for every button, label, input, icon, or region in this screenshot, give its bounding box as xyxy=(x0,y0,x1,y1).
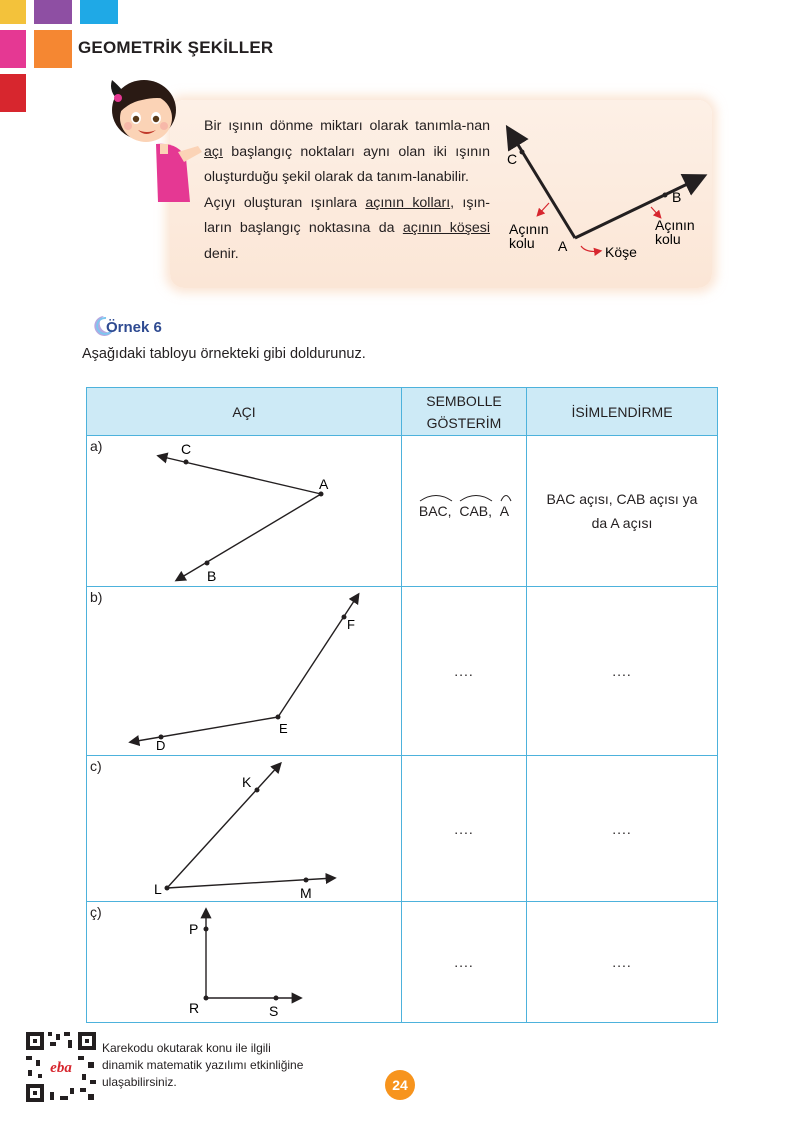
angle-cell-a xyxy=(87,436,402,587)
label-vertex: Köşe xyxy=(605,244,637,260)
decor-square-yellow xyxy=(0,0,26,24)
symbol-cell-a xyxy=(402,436,527,587)
naming-text xyxy=(527,436,717,586)
ray-ac xyxy=(159,456,321,494)
eba-logo: eba xyxy=(50,1060,72,1076)
page-number: 24 xyxy=(385,1070,415,1100)
naming-line1: BAC açısı, CAB açısı ya xyxy=(546,491,698,507)
symbol-blank: .... xyxy=(454,820,474,837)
angle-b-figure xyxy=(87,587,402,756)
term-kose: açının köşesi xyxy=(402,220,491,237)
naming-cell-b xyxy=(527,587,718,756)
info-text xyxy=(204,114,490,268)
point-r-dot xyxy=(204,996,209,1001)
symbol-cell-c-cedilla xyxy=(402,902,527,1023)
naming-blank: .... xyxy=(612,663,632,679)
label-b: B xyxy=(672,189,682,205)
naming-cell-a xyxy=(527,436,718,587)
point-f-dot xyxy=(342,615,347,620)
point-b-dot xyxy=(663,193,668,198)
table-row xyxy=(87,756,718,902)
symbol-cell-b xyxy=(402,587,527,756)
qr-code-icon[interactable] xyxy=(24,1030,98,1104)
angle-cell-c-cedilla xyxy=(87,902,402,1023)
naming-cell-c-cedilla xyxy=(527,902,718,1023)
symbol-blank: .... xyxy=(454,663,474,679)
ray-ed xyxy=(131,717,278,742)
qr-caption-line: dinamik matematik yazılımı etkinliğine xyxy=(102,1058,304,1072)
example-instruction: Aşağıdaki tabloyu örnekteki gibi doldurunuz. xyxy=(82,346,366,362)
term-aci: açı xyxy=(204,143,223,160)
point-m-dot xyxy=(304,878,309,883)
label-b: B xyxy=(207,568,217,584)
label-k: K xyxy=(242,774,252,790)
qr-caption-line: ulaşabilirsiniz. xyxy=(102,1075,177,1089)
girl-character-illustration xyxy=(98,62,208,202)
arrow-vertex xyxy=(581,246,600,251)
arrow-arm-right xyxy=(651,207,660,217)
decor-square-orange xyxy=(34,30,72,68)
label-a: A xyxy=(319,476,329,492)
angle-c-cedilla-figure xyxy=(87,902,402,1023)
symbol-bac-text: BAC xyxy=(418,503,448,519)
label-arm-left-2: kolu xyxy=(509,235,535,251)
page-title: GEOMETRİK ŞEKİLLER xyxy=(78,38,274,57)
table-row xyxy=(87,587,718,756)
angle-definition-diagram xyxy=(498,118,708,268)
info-text-part: Bir ışının dönme miktarı olarak tanımla-nan xyxy=(204,118,490,134)
label-c: C xyxy=(507,151,518,167)
label-d: D xyxy=(156,738,166,753)
label-m: M xyxy=(300,885,312,901)
table-row xyxy=(87,902,718,1023)
point-p-dot xyxy=(204,927,209,932)
label-p: P xyxy=(189,921,199,937)
row-label-a: a) xyxy=(90,438,103,454)
row-label-c: c) xyxy=(90,758,102,774)
header-symbol-line2: GÖSTERİM xyxy=(426,414,502,431)
naming-blank: .... xyxy=(612,820,632,837)
naming-cell-c xyxy=(527,756,718,902)
table-row xyxy=(87,436,718,587)
header-angle: AÇI xyxy=(87,388,402,436)
label-s: S xyxy=(269,1003,279,1019)
term-kollar: açının kolları xyxy=(365,194,451,211)
symbol-cab xyxy=(459,499,488,523)
label-r: R xyxy=(189,1000,200,1016)
point-c-dot xyxy=(184,460,189,465)
label-a: A xyxy=(558,238,568,254)
ray-ab xyxy=(177,494,321,580)
naming-line2: da A açısı xyxy=(591,515,653,531)
symbol-cab-text: CAB xyxy=(459,503,489,519)
label-e: E xyxy=(279,721,288,736)
decor-square-cyan xyxy=(80,0,118,24)
point-l-dot xyxy=(165,886,170,891)
row-label-c-cedilla: ç) xyxy=(90,904,102,920)
symbol-bac xyxy=(419,499,448,523)
info-text-part: denir. xyxy=(204,245,239,262)
decor-square-purple xyxy=(34,0,72,24)
label-f: F xyxy=(347,617,355,632)
point-k-dot xyxy=(255,788,260,793)
decor-square-magenta xyxy=(0,30,26,68)
qr-caption-line: Karekodu okutarak konu ile ilgili xyxy=(102,1041,271,1055)
point-e-dot xyxy=(276,715,281,720)
point-s-dot xyxy=(274,996,279,1001)
decor-square-red xyxy=(0,74,26,112)
label-arm-right-1: Açının xyxy=(655,217,695,233)
info-text-part: başlangıç noktaları aynı olan iki ışının oluşturduğu şekil olarak da tanım-lanabilir. xyxy=(204,143,490,186)
point-b-dot xyxy=(205,561,210,566)
naming-blank: .... xyxy=(612,954,632,970)
example-label: Örnek 6 xyxy=(106,319,162,336)
label-l: L xyxy=(154,881,162,897)
ray-ef xyxy=(278,595,358,717)
info-text-part: Açıyı oluşturan ışınlara xyxy=(204,194,366,211)
symbol-cell-c xyxy=(402,756,527,902)
arrow-arm-left xyxy=(538,203,549,215)
point-c-dot xyxy=(520,150,525,155)
symbol-notation: BAC , CAB , A xyxy=(402,436,526,586)
header-symbol-line1: SEMBOLLE xyxy=(426,392,502,409)
header-naming: İSİMLENDİRME xyxy=(527,388,718,436)
label-c: C xyxy=(181,441,192,457)
symbol-a xyxy=(500,499,509,523)
header-symbol xyxy=(402,388,527,436)
point-a-dot xyxy=(319,492,324,497)
angle-table xyxy=(86,387,718,1023)
angle-cell-b xyxy=(87,587,402,756)
ray-lk xyxy=(167,764,280,888)
info-text-part: , ışın-ların başlangıç noktasına da xyxy=(204,194,491,237)
row-label-b: b) xyxy=(90,589,103,605)
label-arm-left-1: Açının xyxy=(509,221,549,237)
symbol-a-text: A xyxy=(499,503,510,519)
angle-c-figure xyxy=(87,756,402,902)
angle-cell-c xyxy=(87,756,402,902)
angle-a-figure xyxy=(87,436,402,587)
qr-caption xyxy=(102,1040,303,1091)
symbol-blank: .... xyxy=(454,954,474,970)
label-arm-right-2: kolu xyxy=(655,231,681,247)
